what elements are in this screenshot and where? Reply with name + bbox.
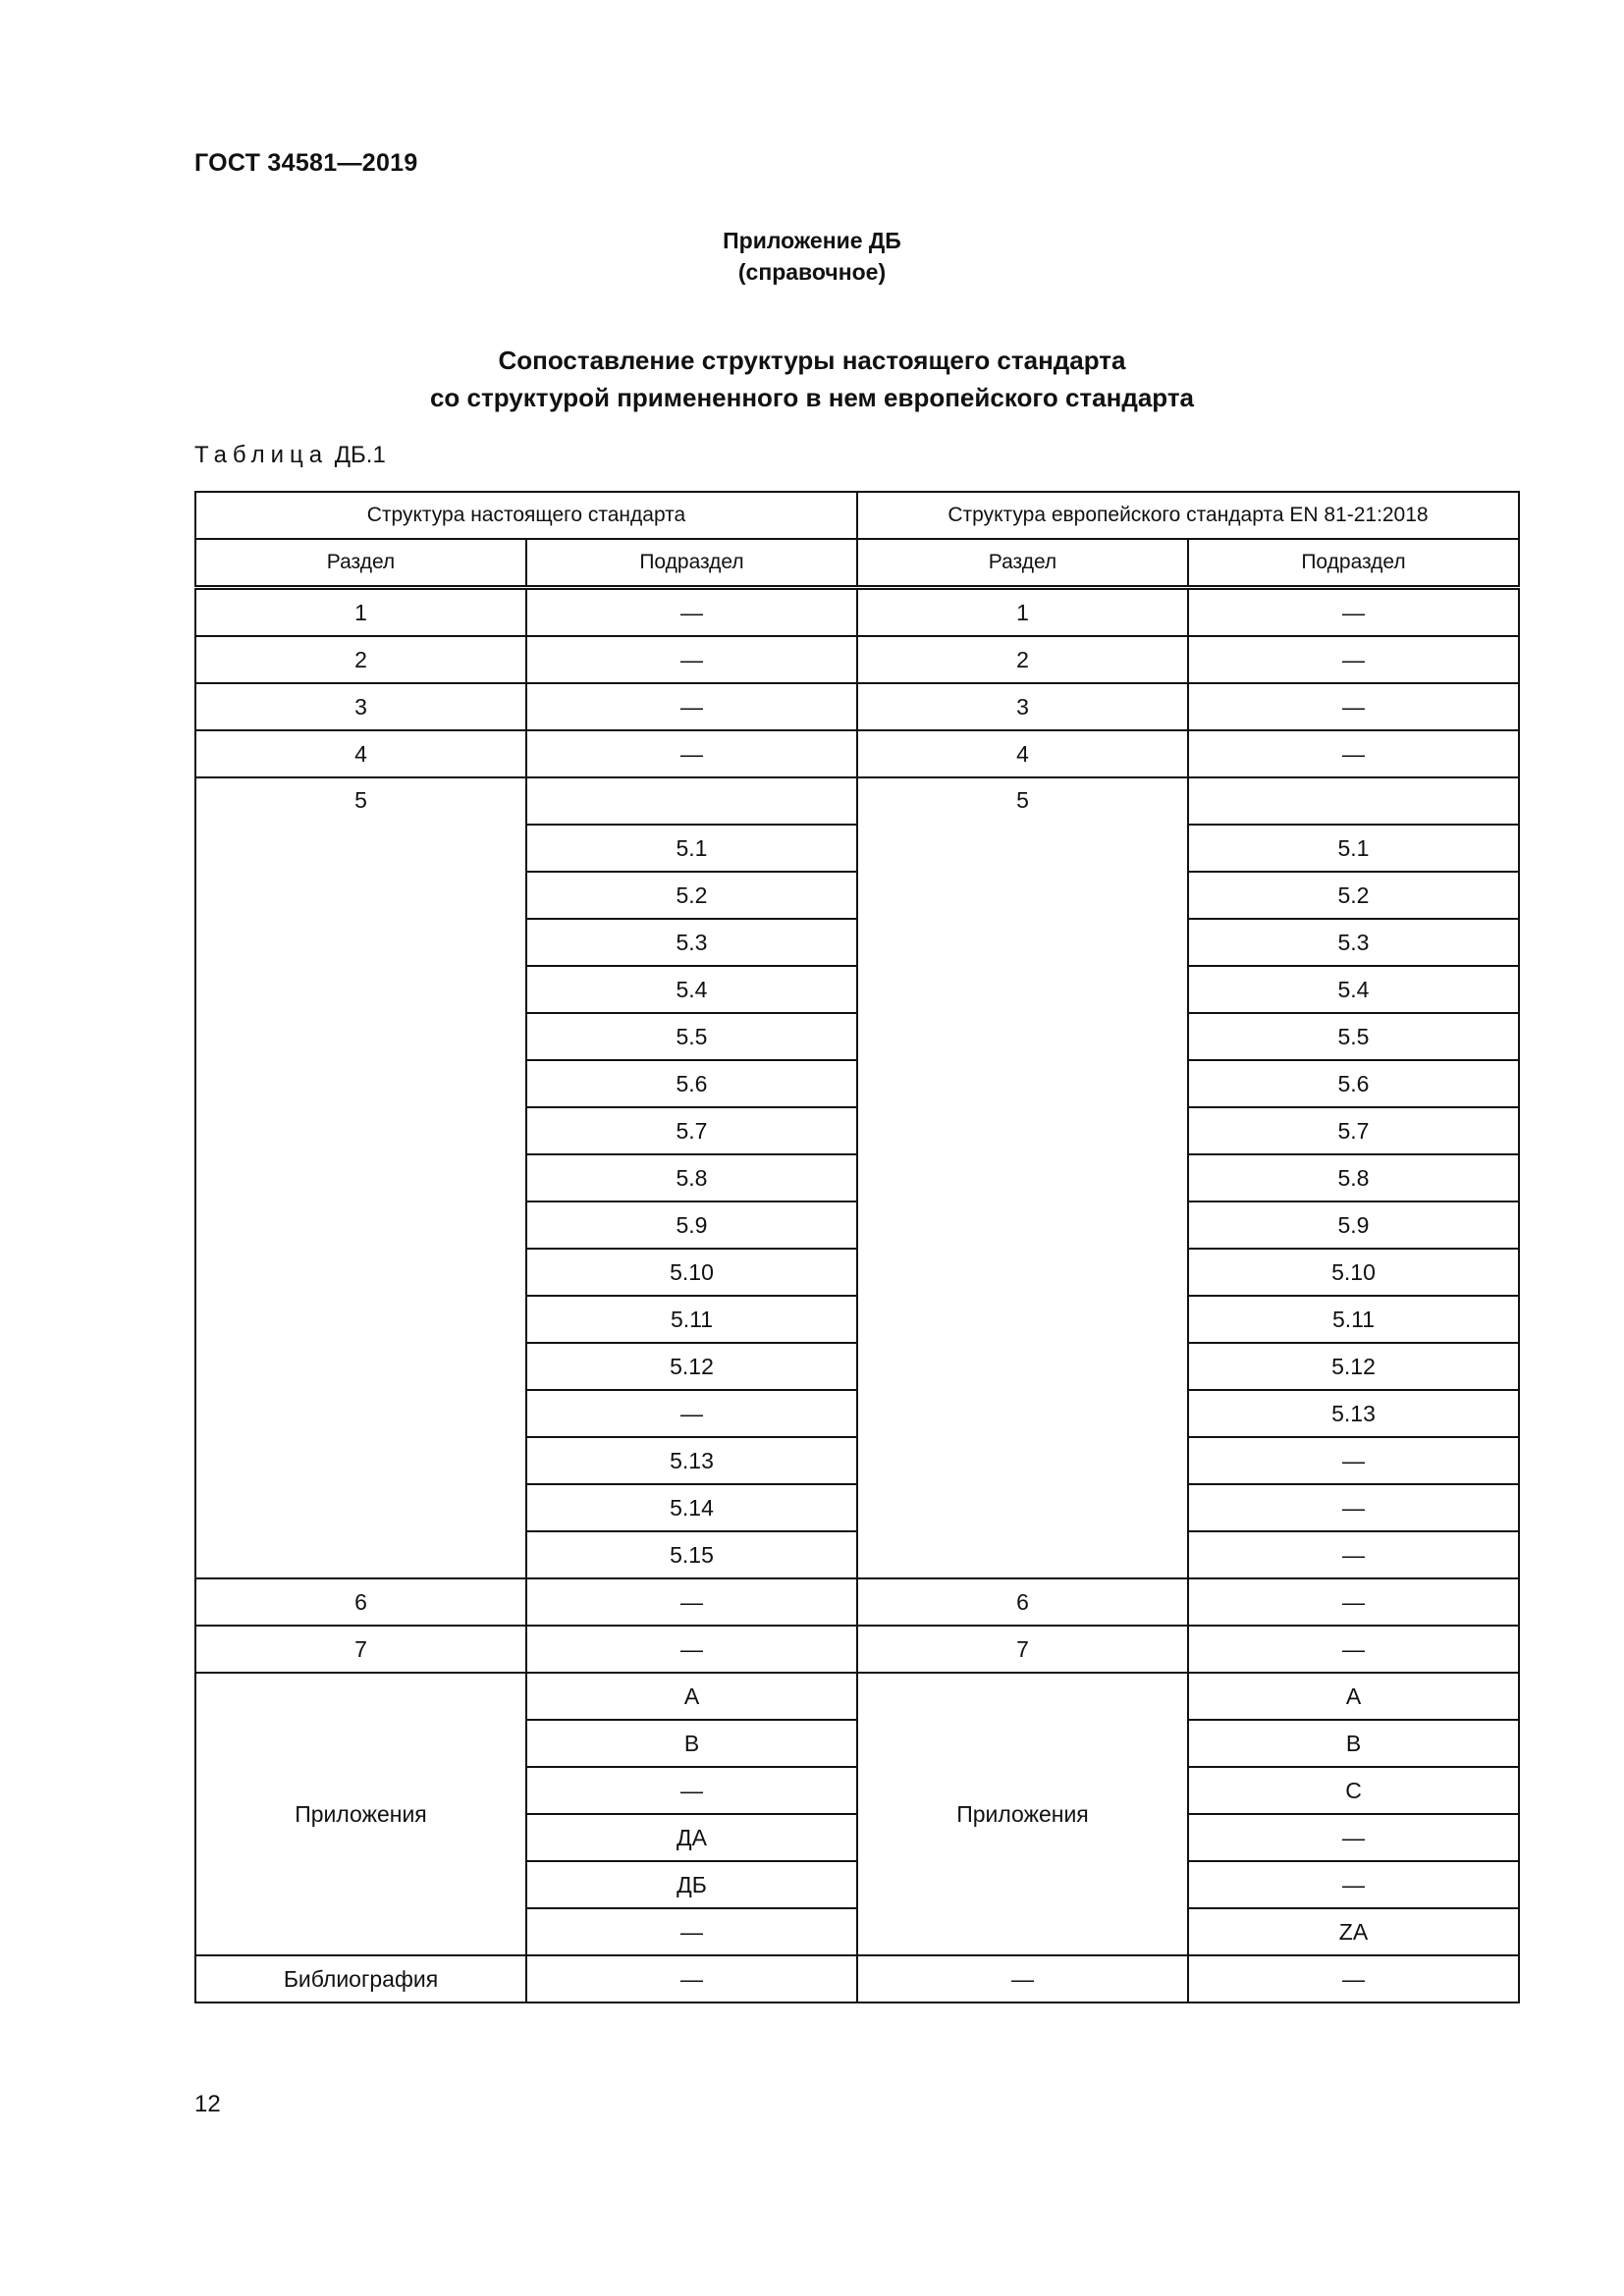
annex-title: Приложение ДБ: [723, 228, 901, 253]
page-title-line-1: Сопоставление структуры настоящего стандарта: [498, 346, 1126, 375]
annex-cell-left: —: [526, 1767, 857, 1814]
subsection-cell-left: 5.15: [526, 1531, 857, 1578]
table-cell: —: [526, 1578, 857, 1626]
table-cell: —: [526, 1955, 857, 2002]
table-cell: 1: [857, 588, 1188, 637]
annex-cell-left: ДБ: [526, 1861, 857, 1908]
subsection-cell-right: 5.13: [1188, 1390, 1519, 1437]
table-cell: —: [1188, 1578, 1519, 1626]
annex-cell-right: С: [1188, 1767, 1519, 1814]
table-row: [195, 588, 1519, 637]
table-row: [195, 1673, 1519, 1720]
table-cell: 4: [195, 730, 526, 777]
subsection-cell-left: 5.11: [526, 1296, 857, 1343]
table-row: [195, 1578, 1519, 1626]
page-title: [0, 342, 1624, 416]
subsection-cell-left: —: [526, 1390, 857, 1437]
table-row: [195, 1626, 1519, 1673]
subsection-cell-right: 5.4: [1188, 966, 1519, 1013]
table-caption-word: Таблица: [194, 442, 329, 468]
table-cell: 7: [195, 1626, 526, 1673]
subsection-cell-right: 5.1: [1188, 825, 1519, 872]
subsection-cell-left: 5.5: [526, 1013, 857, 1060]
annex-cell-left: А: [526, 1673, 857, 1720]
table-cell: 4: [857, 730, 1188, 777]
subsection-cell-right: 5.8: [1188, 1154, 1519, 1201]
subsection-cell-left: 5.12: [526, 1343, 857, 1390]
annex-cell-right: ZA: [1188, 1908, 1519, 1955]
table-row: [195, 1955, 1519, 2002]
subsection-cell-right: [1188, 777, 1519, 825]
column-header: Раздел: [857, 539, 1188, 588]
subsection-cell-right: 5.12: [1188, 1343, 1519, 1390]
table-cell: 6: [857, 1578, 1188, 1626]
annex-type: (справочное): [737, 259, 887, 285]
subsection-cell-left: 5.2: [526, 872, 857, 919]
table-cell: —: [1188, 730, 1519, 777]
section-cell-left: 5: [195, 777, 526, 1578]
annex-cell-left: ДА: [526, 1814, 857, 1861]
subsection-cell-left: 5.8: [526, 1154, 857, 1201]
subsection-cell-left: 5.7: [526, 1107, 857, 1154]
document-code: ГОСТ 34581—2019: [194, 149, 418, 177]
subsection-cell-right: —: [1188, 1437, 1519, 1484]
table-caption-number: ДБ.1: [334, 442, 386, 468]
subsection-cell-right: 5.11: [1188, 1296, 1519, 1343]
subsection-cell-right: 5.3: [1188, 919, 1519, 966]
subsection-cell-right: 5.2: [1188, 872, 1519, 919]
table-cell: —: [526, 683, 857, 730]
table-cell: —: [526, 730, 857, 777]
table-cell: 3: [857, 683, 1188, 730]
subsection-cell-left: 5.14: [526, 1484, 857, 1531]
table-column-header-row: [195, 539, 1519, 588]
subsection-cell-right: 5.10: [1188, 1249, 1519, 1296]
table-cell: 6: [195, 1578, 526, 1626]
table-cell: —: [526, 1626, 857, 1673]
subsection-cell-left: 5.13: [526, 1437, 857, 1484]
subsection-cell-right: 5.6: [1188, 1060, 1519, 1107]
table-cell: —: [1188, 683, 1519, 730]
annex-cell-left: В: [526, 1720, 857, 1767]
table-cell: 1: [195, 588, 526, 637]
table-group-header-row: [195, 492, 1519, 539]
annex-cell-right: В: [1188, 1720, 1519, 1767]
column-header: Подраздел: [1188, 539, 1519, 588]
table-cell: —: [857, 1955, 1188, 2002]
subsection-cell-left: 5.3: [526, 919, 857, 966]
table-cell: —: [1188, 588, 1519, 637]
page-number: 12: [194, 2091, 221, 2117]
table-cell: —: [1188, 1955, 1519, 2002]
table-row: [195, 777, 1519, 825]
annex-cell-left: —: [526, 1908, 857, 1955]
subsection-cell-left: 5.4: [526, 966, 857, 1013]
page-title-line-2: со структурой примененного в нем европейского стандарта: [429, 383, 1195, 412]
table-cell: 7: [857, 1626, 1188, 1673]
subsection-cell-right: 5.7: [1188, 1107, 1519, 1154]
annexes-label-right: Приложения: [857, 1673, 1188, 1955]
subsection-cell-right: —: [1188, 1484, 1519, 1531]
table-caption: [194, 442, 386, 469]
subsection-cell-left: [526, 777, 857, 825]
subsection-cell-left: 5.9: [526, 1201, 857, 1249]
subsection-cell-left: 5.10: [526, 1249, 857, 1296]
subsection-cell-right: 5.5: [1188, 1013, 1519, 1060]
column-header: Раздел: [195, 539, 526, 588]
group-header-european-standard: Структура европейского стандарта EN 81-21:2018: [857, 492, 1519, 539]
table-cell: —: [526, 588, 857, 637]
subsection-cell-left: 5.1: [526, 825, 857, 872]
table-cell: —: [1188, 636, 1519, 683]
section-cell-right: 5: [857, 777, 1188, 1578]
table-row: [195, 683, 1519, 730]
table-cell: 2: [195, 636, 526, 683]
subsection-cell-left: 5.6: [526, 1060, 857, 1107]
comparison-table: [194, 491, 1520, 2003]
bibliography-label: Библиография: [195, 1955, 526, 2002]
table-row: [195, 730, 1519, 777]
subsection-cell-right: 5.9: [1188, 1201, 1519, 1249]
annex-cell-right: —: [1188, 1861, 1519, 1908]
annex-cell-right: А: [1188, 1673, 1519, 1720]
group-header-this-standard: Структура настоящего стандарта: [195, 492, 857, 539]
annexes-label-left: Приложения: [195, 1673, 526, 1955]
subsection-cell-right: —: [1188, 1531, 1519, 1578]
column-header: Подраздел: [526, 539, 857, 588]
annex-cell-right: —: [1188, 1814, 1519, 1861]
table-row: [195, 636, 1519, 683]
table-cell: 2: [857, 636, 1188, 683]
table-cell: —: [1188, 1626, 1519, 1673]
table-cell: —: [526, 636, 857, 683]
table-cell: 3: [195, 683, 526, 730]
